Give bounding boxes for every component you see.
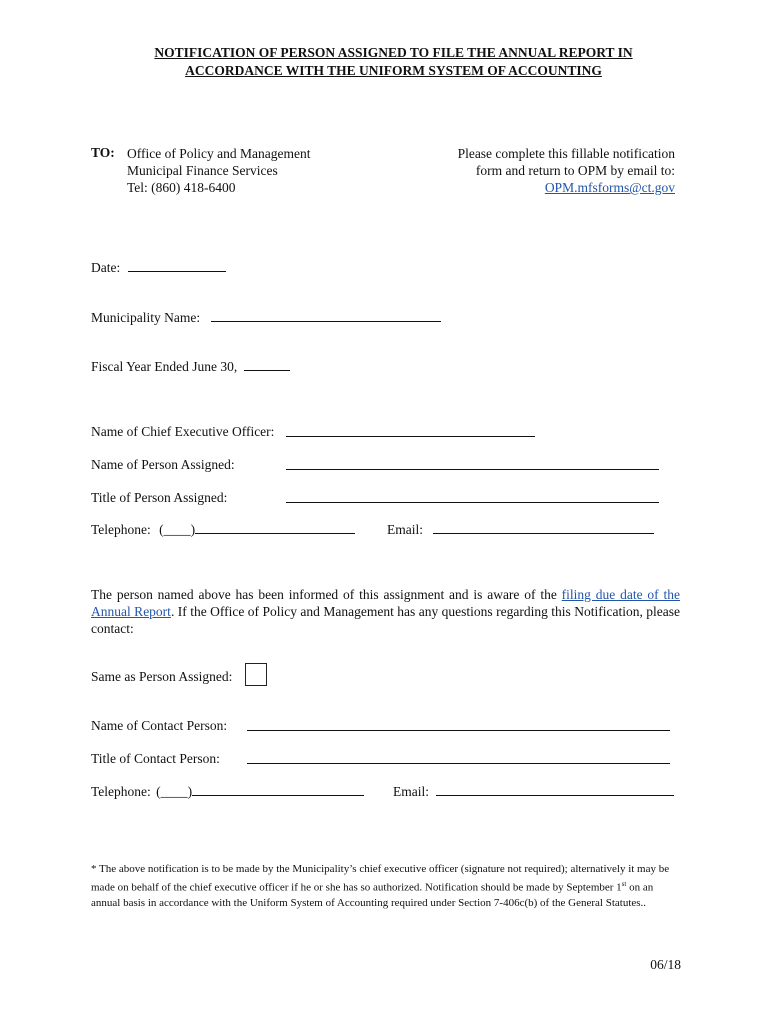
contact-title-field[interactable] — [247, 752, 670, 764]
paragraph-text-start: The person named above has been informed of this assignment and is aware of the — [91, 587, 562, 602]
date-label: Date: — [91, 260, 121, 275]
contact-email-row — [393, 784, 674, 800]
municipality-label: Municipality Name: — [91, 310, 201, 325]
contact-email-label: Email: — [393, 784, 429, 799]
recipient-division: Municipal Finance Services — [127, 163, 278, 178]
telephone-label: Telephone: — [91, 522, 151, 537]
person-assigned-field[interactable] — [286, 458, 659, 470]
contact-name-field[interactable] — [247, 719, 670, 731]
ceo-label: Name of Chief Executive Officer: — [91, 424, 275, 439]
email-field[interactable] — [433, 522, 654, 534]
recipient-address — [127, 145, 310, 196]
telephone-area-code[interactable]: (____) — [159, 522, 196, 537]
title-assigned-field[interactable] — [286, 491, 659, 503]
paragraph-text-end: . If the Office of Policy and Management has any questions regarding this Notification, please contact: — [91, 604, 680, 636]
to-label: TO: — [91, 145, 115, 160]
fiscal-year-label: Fiscal Year Ended June 30, — [91, 359, 238, 374]
contact-telephone-area-code[interactable]: (____) — [156, 784, 193, 799]
fiscal-year-row — [91, 359, 290, 375]
date-field[interactable] — [128, 260, 226, 272]
ceo-name-field[interactable] — [286, 425, 535, 437]
form-title-line-2: ACCORDANCE WITH THE UNIFORM SYSTEM OF ACCOUNTING — [185, 63, 602, 78]
same-as-label: Same as Person Assigned: — [91, 669, 233, 684]
fiscal-year-field[interactable] — [244, 359, 290, 371]
person-assigned-label: Name of Person Assigned: — [91, 457, 235, 472]
same-as-checkbox[interactable] — [245, 663, 267, 686]
footnote-text-start: * The above notification is to be made by the Municipality’s chief executive officer (signature not required); alternatively it may be made on behalf of the chief executive officer if he or she has so authorized. Notification should be made by September 1 — [91, 863, 670, 894]
email-row — [387, 522, 654, 538]
contact-name-label: Name of Contact Person: — [91, 718, 228, 733]
instructions-line-1: Please complete this fillable notification — [457, 146, 675, 161]
form-title — [0, 44, 770, 80]
footnote-superscript: st — [621, 880, 627, 888]
municipality-field[interactable] — [211, 310, 441, 322]
contact-email-field[interactable] — [436, 784, 674, 796]
recipient-phone: Tel: (860) 418-6400 — [127, 180, 236, 195]
form-title-line-1: NOTIFICATION OF PERSON ASSIGNED TO FILE THE ANNUAL REPORT IN — [154, 45, 633, 60]
telephone-row — [91, 522, 355, 538]
date-row — [91, 260, 226, 276]
email-label: Email: — [387, 522, 423, 537]
recipient-office: Office of Policy and Management — [127, 146, 311, 161]
footnote-text-end: on an annual basis in accordance with the Uniform System of Accounting required under Section 7-406c(b) of the General Statutes.. — [91, 881, 654, 909]
contact-telephone-row — [91, 784, 364, 800]
contact-title-label: Title of Contact Person: — [91, 751, 220, 766]
contact-telephone-field[interactable] — [192, 784, 364, 796]
footnote — [91, 862, 681, 911]
instructions-line-2: form and return to OPM by email to: — [475, 163, 675, 178]
telephone-field[interactable] — [195, 522, 355, 534]
revision-date: 06/18 — [650, 957, 681, 972]
filing-due-date-link[interactable]: filing due date of the Annual Report — [91, 587, 680, 619]
instructions-block — [458, 145, 675, 196]
assignment-paragraph — [91, 586, 680, 637]
contact-telephone-label: Telephone: — [91, 784, 151, 799]
opm-email-link[interactable]: OPM.mfsforms@ct.gov — [544, 180, 675, 195]
municipality-row — [91, 310, 441, 326]
title-assigned-label: Title of Person Assigned: — [91, 490, 228, 505]
